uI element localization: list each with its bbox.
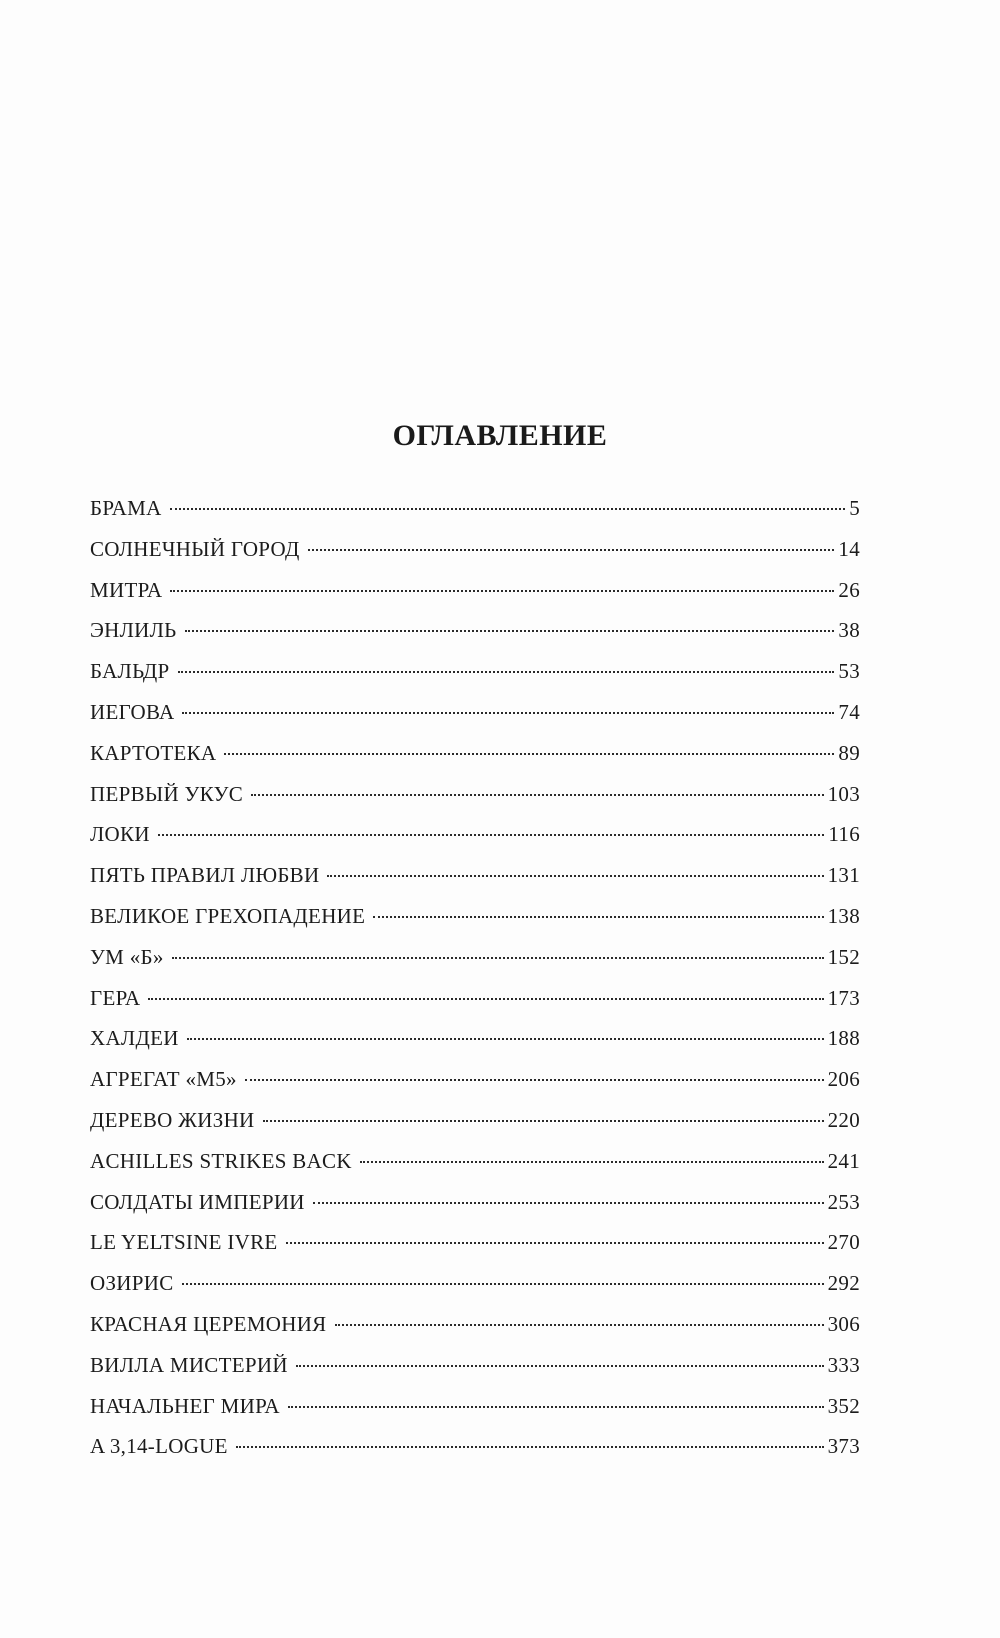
toc-title: ОГЛАВЛЕНИЕ <box>392 419 608 452</box>
toc-entry-page: 138 <box>827 903 860 928</box>
toc-entry-label: БРАМА <box>90 496 162 520</box>
toc-dot-leader <box>245 1079 824 1081</box>
toc-entry <box>90 822 860 863</box>
toc-entry-page: 373 <box>827 1434 860 1459</box>
toc-entry <box>90 1190 860 1231</box>
toc-dot-leader <box>224 753 834 755</box>
toc-entry-page: 152 <box>827 944 860 969</box>
toc-entry-label: МИТРА <box>90 577 163 602</box>
toc-dot-leader <box>335 1324 824 1326</box>
toc-entry-page: 206 <box>827 1067 860 1092</box>
toc-entry <box>90 1312 860 1353</box>
toc-dot-leader <box>170 590 834 592</box>
toc-dot-leader <box>288 1406 824 1408</box>
toc-entry <box>90 904 860 945</box>
toc-dot-leader <box>313 1202 824 1204</box>
toc-entry-label: ВЕЛИКОЕ ГРЕХОПАДЕНИЕ <box>90 903 366 928</box>
toc-entry-page: 74 <box>838 699 860 724</box>
toc-entry-page: 116 <box>828 822 860 847</box>
toc-dot-leader <box>251 794 824 796</box>
toc-entry-label: СОЛНЕЧНЫЙ ГОРОД <box>90 536 300 561</box>
toc-entry-page: 292 <box>827 1271 860 1296</box>
toc-entry <box>90 741 860 782</box>
toc-entry <box>90 578 860 619</box>
toc-entry <box>90 618 860 659</box>
toc-dot-leader <box>158 834 825 836</box>
toc-entry-label: ЛОКИ <box>90 822 150 847</box>
toc-entry-label: АГРЕГАТ «М5» <box>90 1067 237 1092</box>
toc-entry-label: ИЕГОВА <box>90 699 175 724</box>
toc-entry-label: ПЕРВЫЙ УКУС <box>90 781 244 806</box>
toc-entry-page: 53 <box>838 659 860 684</box>
toc-entry-page: 352 <box>827 1393 860 1418</box>
toc-entry-label: УМ «Б» <box>90 944 164 969</box>
toc-entry-page: 333 <box>827 1352 860 1377</box>
toc-entry-label: ДЕРЕВО ЖИЗНИ <box>90 1107 255 1132</box>
toc-entry <box>90 1394 860 1435</box>
toc-list <box>90 496 860 1475</box>
toc-entry-label: НАЧАЛЬНЕГ МИРА <box>90 1393 280 1418</box>
toc-entry-label: ОЗИРИС <box>90 1271 174 1296</box>
toc-dot-leader <box>236 1446 824 1448</box>
toc-entry-label: БАЛЬДР <box>90 659 170 684</box>
toc-dot-leader <box>373 916 823 918</box>
toc-entry <box>90 945 860 986</box>
toc-dot-leader <box>182 1283 824 1285</box>
toc-entry-page: 103 <box>827 781 860 806</box>
toc-entry <box>90 986 860 1027</box>
toc-entry-page: 220 <box>827 1107 860 1132</box>
toc-dot-leader <box>148 998 823 1000</box>
toc-entry-page: 241 <box>827 1148 860 1173</box>
toc-entry <box>90 537 860 578</box>
toc-dot-leader <box>187 1038 824 1040</box>
toc-entry-page: 5 <box>849 496 860 520</box>
toc-entry-label: СОЛДАТЫ ИМПЕРИИ <box>90 1189 305 1214</box>
toc-entry <box>90 863 860 904</box>
toc-dot-leader <box>286 1242 824 1244</box>
toc-entry <box>90 1067 860 1108</box>
toc-dot-leader <box>296 1365 824 1367</box>
toc-dot-leader <box>185 630 835 632</box>
toc-dot-leader <box>178 671 835 673</box>
toc-entry-page: 270 <box>827 1230 860 1255</box>
toc-entry <box>90 1149 860 1190</box>
toc-entry-page: 253 <box>827 1189 860 1214</box>
toc-dot-leader <box>172 957 824 959</box>
toc-entry-page: 306 <box>827 1311 860 1336</box>
toc-entry <box>90 1230 860 1271</box>
toc-entry-page: 131 <box>827 863 860 888</box>
toc-dot-leader <box>308 549 835 551</box>
toc-dot-leader <box>170 508 846 510</box>
toc-entry <box>90 700 860 741</box>
toc-entry-label: A 3,14-LOGUE <box>90 1434 228 1459</box>
toc-entry <box>90 1434 860 1475</box>
toc-entry <box>90 496 860 537</box>
toc-entry-label: ACHILLES STRIKES BACK <box>90 1148 352 1173</box>
toc-entry-label: КРАСНАЯ ЦЕРЕМОНИЯ <box>90 1311 327 1336</box>
toc-entry-page: 188 <box>827 1026 860 1051</box>
toc-dot-leader <box>327 875 823 877</box>
toc-entry-label: ВИЛЛА МИСТЕРИЙ <box>90 1352 288 1377</box>
toc-entry-label: ГЕРА <box>90 985 141 1010</box>
toc-entry-page: 173 <box>827 985 860 1010</box>
toc-entry <box>90 1108 860 1149</box>
toc-entry-page: 14 <box>838 536 860 561</box>
toc-entry-page: 26 <box>838 577 860 602</box>
toc-entry <box>90 1353 860 1394</box>
toc-entry <box>90 659 860 700</box>
toc-entry-label: ЭНЛИЛЬ <box>90 618 177 643</box>
toc-dot-leader <box>360 1161 824 1163</box>
toc-entry-page: 38 <box>838 618 860 643</box>
toc-entry <box>90 1271 860 1312</box>
toc-entry-page: 89 <box>838 740 860 765</box>
toc-entry-label: КАРТОТЕКА <box>90 740 217 765</box>
toc-entry-label: ХАЛДЕИ <box>90 1026 179 1051</box>
toc-dot-leader <box>182 712 834 714</box>
toc-entry-label: ПЯТЬ ПРАВИЛ ЛЮБВИ <box>90 863 320 888</box>
toc-entry <box>90 1026 860 1067</box>
toc-entry-label: LE YELTSINE IVRE <box>90 1230 278 1255</box>
toc-entry <box>90 782 860 823</box>
toc-dot-leader <box>263 1120 824 1122</box>
